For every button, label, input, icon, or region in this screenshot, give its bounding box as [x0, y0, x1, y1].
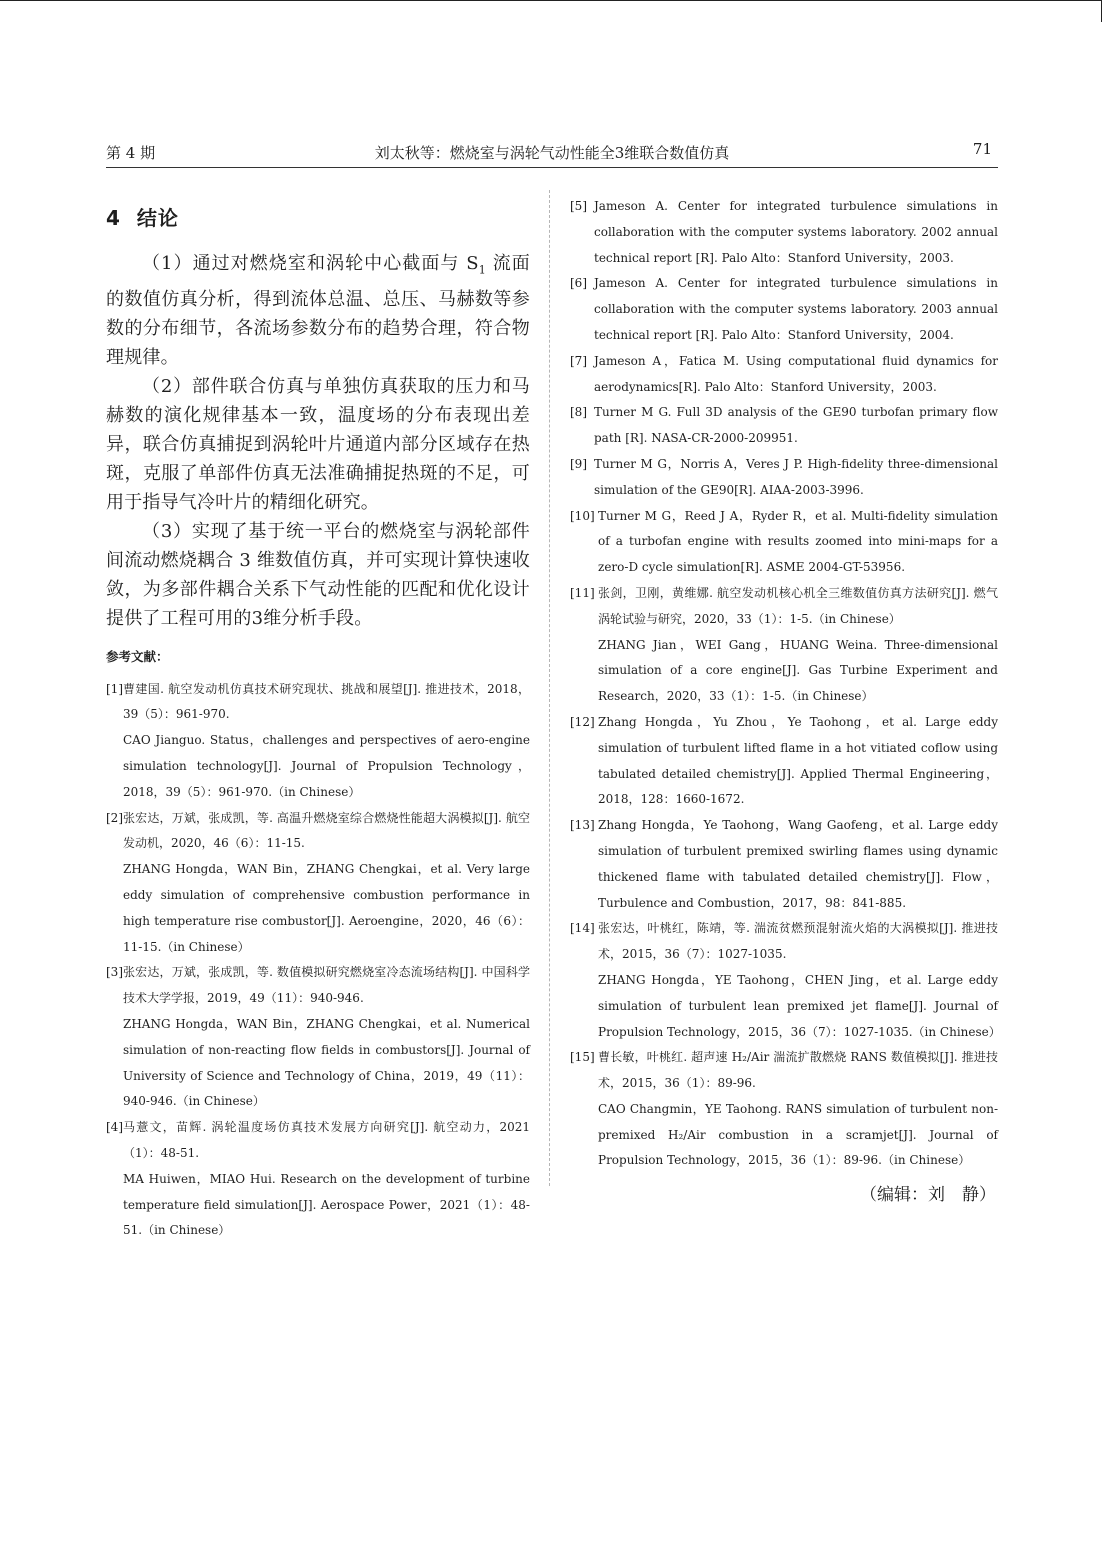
- reference-text: 曹建国. 航空发动机仿真技术研究现状、挑战和展望[J]. 推进技术，2018，39（5）：961-970.: [123, 681, 530, 722]
- reference-entry: [106, 1115, 530, 1244]
- reference-entry: [570, 813, 998, 916]
- reference-text: Turner M G，Norris A，Veres J P. High-fidelity three-dimensional simulation of the GE90[R]. AIAA-2003-3996.: [594, 456, 998, 497]
- reference-text: 曹长敏，叶桃红. 超声速 H₂/Air 湍流扩散燃烧 RANS 数值模拟[J]. 推进技术，2015，36（1）：89-96.: [598, 1050, 998, 1091]
- right-column: [570, 194, 1001, 1206]
- references-heading: 参考文献：: [106, 648, 169, 664]
- reference-number: [5]: [570, 199, 587, 213]
- conclusion-paragraph: [106, 517, 530, 633]
- reference-number: [10]: [570, 508, 595, 523]
- reference-entry: [570, 504, 998, 581]
- reference-text: Zhang Hongda，Yu Zhou，Ye Taohong，et al. Large eddy simulation of turbulent lifted flame in a hot vitiated coflow using tabulated detailed chemistry[J]. Applied Thermal Engineering，2018，128：1660-1672.: [598, 714, 998, 807]
- reference-entry: [106, 960, 530, 1115]
- section-number: 4: [106, 206, 121, 230]
- reference-entry: [570, 1045, 998, 1174]
- paragraph-text: （2）部件联合仿真与单独仿真获取的压力和马赫数的演化规律基本一致，温度场的分布表现出差异，联合仿真捕捉到涡轮叶片通道内部分区域存在热斑，克服了单部件仿真无法准确捕捉热斑的不足，可用于指导气冷叶片的精细化研究。: [106, 375, 530, 513]
- conclusion-paragraph: [106, 372, 530, 517]
- reference-entry: [570, 194, 998, 271]
- reference-number: [4]: [106, 1120, 123, 1135]
- reference-text: Turner M G，Reed J A，Ryder R，et al. Multi-fidelity simulation of a turbofan engine with results zoomed into mini-maps for a zero-D cycle simulation[R]. ASME 2004-GT-53956.: [598, 508, 998, 575]
- reference-number: [11]: [570, 585, 595, 600]
- reference-number: [14]: [570, 921, 595, 936]
- reference-number: [6]: [570, 276, 587, 291]
- page-top-border: [0, 0, 1102, 1]
- reference-entry: [106, 806, 530, 961]
- reference-text: Jameson A. Center for integrated turbulence simulations in collaboration with the computer systems laboratory. 2003 annual technical report [R]. Palo Alto：Stanford University，2004.: [594, 276, 998, 342]
- reference-number: [15]: [570, 1050, 595, 1065]
- reference-translation: CAO Changmin，YE Taohong. RANS simulation of turbulent non-premixed H₂/Air combustion in a scramjet[J]. Journal of Propulsion Technology，2015，36（1）：89-96.（in Chinese）: [598, 1101, 998, 1168]
- reference-entry: [570, 581, 998, 710]
- reference-entry: [570, 452, 998, 504]
- reference-number: [3]: [106, 965, 123, 980]
- paragraph-text: （1）通过对燃烧室和涡轮中心截面与 S: [142, 253, 479, 274]
- reference-entry: [570, 400, 998, 452]
- reference-text: Zhang Hongda，Ye Taohong，Wang Gaofeng，et al. Large eddy simulation of turbulent premixed swirling flames using dynamic thickened flame with tabulated detailed chemistry[J]. Flow，Turbulence and Combustion，2017，98：841-885.: [598, 818, 998, 910]
- paragraph-text: 流面的数值仿真分析，得到流体总温、总压、马赫数等参数的分布细节，各流场参数分布的趋势合理，符合物理规律。: [106, 253, 530, 368]
- reference-translation: ZHANG Jian，WEI Gang，HUANG Weina. Three-dimensional simulation of a core engine[J]. Gas Turbine Experiment and Research，2020，33（1）：1-5.（in Chinese）: [598, 637, 998, 704]
- page-number: 71: [972, 140, 992, 158]
- reference-entry: [570, 916, 1001, 1045]
- reference-translation: MA Huiwen，MIAO Hui. Research on the development of turbine temperature field simulation[J]. Aerospace Power，2021（1）：48-51.（in Chinese）: [123, 1171, 530, 1238]
- editor-note: （编辑：刘 静）: [860, 1185, 996, 1206]
- reference-entry: [570, 349, 998, 401]
- left-column: [106, 202, 530, 1244]
- conclusion-paragraph: [106, 249, 530, 372]
- reference-translation: ZHANG Hongda，YE Taohong，CHEN Jing，et al. Large eddy simulation of turbulent lean premixed jet flame[J]. Journal of Propulsion Technology，2015，36（7）：1027-1035.（in Chinese）: [598, 972, 1001, 1039]
- reference-number: [2]: [106, 810, 123, 825]
- reference-text: Jameson A. Center for integrated turbulence simulations in collaboration with the computer systems laboratory. 2002 annual technical report [R]. Palo Alto：Stanford University，2003.: [594, 199, 998, 265]
- section-heading: [106, 202, 530, 231]
- issue-label: 第 4 期: [106, 144, 156, 162]
- reference-text: 张宏达，万斌，张成凯，等. 高温升燃烧室综合燃烧性能超大涡模拟[J]. 航空发动机，2020，46（6）：11-15.: [123, 810, 530, 851]
- reference-text: Jameson A，Fatica M. Using computational fluid dynamics for aerodynamics[R]. Palo Alto：Stanford University，2003.: [594, 353, 998, 394]
- running-header: [106, 138, 998, 166]
- reference-number: [12]: [570, 714, 595, 729]
- reference-text: 张宏达，万斌，张成凯，等. 数值模拟研究燃烧室冷态流场结构[J]. 中国科学技术大学学报，2019，49（11）：940-946.: [123, 965, 530, 1006]
- reference-text: Turner M G. Full 3D analysis of the GE90 turbofan primary flow path [R]. NASA-CR-2000-209951.: [594, 405, 998, 446]
- header-rule: [106, 167, 998, 168]
- reference-number: [1]: [106, 681, 123, 696]
- reference-number: [9]: [570, 456, 587, 471]
- reference-entry: [570, 271, 998, 348]
- reference-text: 张剑，卫刚，黄维娜. 航空发动机核心机全三维数值仿真方法研究[J]. 燃气涡轮试验与研究，2020，33（1）：1-5.（in Chinese）: [598, 585, 998, 626]
- reference-translation: CAO Jianguo. Status，challenges and perspectives of aero-engine simulation technology[J]. Journal of Propulsion Technology，2018，39（5）：961-970.（in Chinese）: [123, 733, 530, 799]
- reference-translation: ZHANG Hongda，WAN Bin，ZHANG Chengkai，et al. Very large eddy simulation of comprehensive combustion performance in high temperature rise combustor[J]. Aeroengine，2020，46（6）：11-15.（in Chinese）: [123, 862, 530, 954]
- reference-entry: [106, 677, 530, 806]
- reference-entry: [570, 710, 998, 813]
- running-title: 刘太秋等：燃烧室与涡轮气动性能全3维联合数值仿真: [374, 144, 730, 162]
- reference-text: 张宏达，叶桃红，陈靖，等. 湍流贫燃预混射流火焰的大涡模拟[J]. 推进技术，2015，36（7）：1027-1035.: [598, 921, 998, 962]
- paragraph-text: （3）实现了基于统一平台的燃烧室与涡轮部件间流动燃烧耦合 3 维数值仿真，并可实现计算快速收敛，为多部件耦合关系下气动性能的匹配和优化设计提供了工程可用的3维分析手段。: [106, 520, 530, 629]
- reference-text: 马薏文，苗辉. 涡轮温度场仿真技术发展方向研究[J]. 航空动力，2021（1）：48-51.: [123, 1120, 530, 1160]
- reference-translation: ZHANG Hongda，WAN Bin，ZHANG Chengkai，et al. Numerical simulation of non-reacting flow fields in combustors[J]. Journal of University of Science and Technology of China，2019，49（11）：940-946.（in Chinese）: [123, 1016, 530, 1109]
- reference-number: [13]: [570, 818, 595, 833]
- column-divider: [549, 190, 550, 1186]
- section-title: 结论: [136, 206, 179, 230]
- subscript: 1: [478, 263, 486, 277]
- reference-number: [8]: [570, 405, 587, 420]
- reference-number: [7]: [570, 353, 587, 368]
